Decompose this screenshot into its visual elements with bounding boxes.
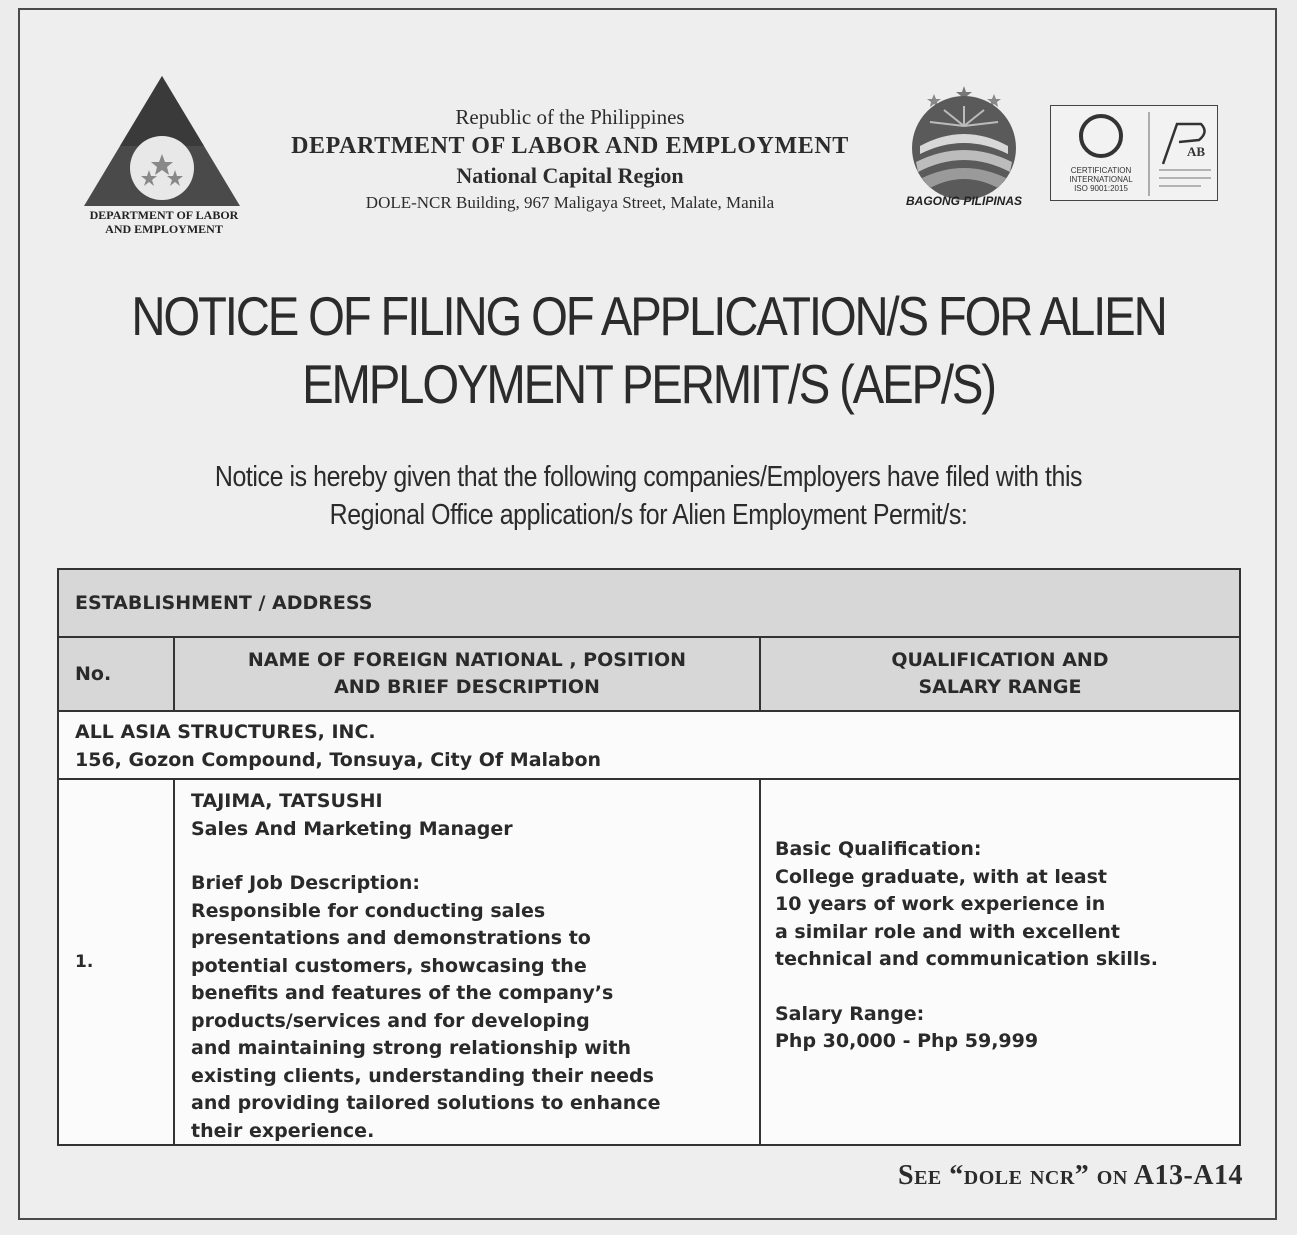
job-description-line: products/services and for developing <box>191 1009 590 1032</box>
dole-logo-caption: DEPARTMENT OF LABOR AND EMPLOYMENT <box>89 208 239 236</box>
qualification-line: technical and communication skills. <box>775 948 1158 971</box>
salary-label: Salary Range: <box>775 1002 925 1025</box>
job-description-line: benefits and features of the company’s <box>191 982 614 1004</box>
col-no-header: No. <box>59 638 175 710</box>
republic-line: Republic of the Philippines <box>455 105 685 129</box>
job-description-label: Brief Job Description: <box>191 872 420 894</box>
office-address: DOLE-NCR Building, 967 Maligaya Street, Malate, Manila <box>365 193 775 212</box>
certification-badge <box>1050 105 1218 201</box>
qualification-line: a similar role and with excellent <box>775 920 1120 943</box>
aep-table <box>57 568 1241 1146</box>
qualification-line: 10 years of work experience in <box>775 893 1106 916</box>
position: Sales And Marketing Manager <box>191 817 513 840</box>
notice-title: NOTICE OF FILING OF APPLICATION/S FOR ALIEN EMPLOYMENT PERMIT/S (AEP/S) <box>131 285 1166 415</box>
job-description-line: presentations and demonstrations to <box>191 927 591 949</box>
salary-value: Php 30,000 - Php 59,999 <box>775 1030 1039 1053</box>
job-description-line: and providing tailored solutions to enhance <box>191 1092 661 1114</box>
entry-qualification <box>761 780 1239 1144</box>
col-qual-header: QUALIFICATION AND SALARY RANGE <box>891 649 1109 698</box>
cert-mark-text: AB <box>1187 144 1206 159</box>
continuation-reference: See “dole ncr” on A13-A14 <box>898 1160 1243 1191</box>
table-row <box>59 780 1239 1144</box>
job-description-line: existing clients, understanding their needs <box>191 1064 654 1087</box>
entry-number: 1. <box>59 780 175 1144</box>
cert-text: CERTIFICATION INTERNATIONAL ISO 9001:2015 <box>1069 166 1133 193</box>
qualification-line: College graduate, with at least <box>775 865 1107 888</box>
job-description-line: Responsible for conducting sales <box>191 899 546 922</box>
establishment-header: ESTABLISHMENT / ADDRESS <box>59 570 1239 638</box>
establishment-row <box>59 712 1239 780</box>
job-description-line: their experience. <box>191 1119 375 1142</box>
notice-intro: Notice is hereby given that the following companies/Employers have filed with this Regional Office application/s for Alien Employment Permit/s: <box>214 461 1083 531</box>
letterhead <box>240 103 900 215</box>
department-name: DEPARTMENT OF LABOR AND EMPLOYMENT <box>291 133 849 159</box>
bagong-pilipinas-logo <box>898 82 1030 210</box>
entry-details <box>175 780 761 1144</box>
establishment-address: 156, Gozon Compound, Tonsuya, City Of Malabon <box>75 749 602 771</box>
col-name-header: NAME OF FOREIGN NATIONAL , POSITION AND BRIEF DESCRIPTION <box>175 638 761 710</box>
region-name: National Capital Region <box>456 163 684 188</box>
bagong-pilipinas-caption: BAGONG PILIPINAS <box>905 194 1022 208</box>
column-header-row <box>59 638 1239 712</box>
qualification-label: Basic Qualification: <box>775 838 982 861</box>
foreign-national-name: TAJIMA, TATSUSHI <box>191 790 383 812</box>
job-description-line: and maintaining strong relationship with <box>191 1037 631 1059</box>
job-description-line: potential customers, showcasing the <box>191 954 587 977</box>
establishment-name: ALL ASIA STRUCTURES, INC. <box>75 721 376 743</box>
